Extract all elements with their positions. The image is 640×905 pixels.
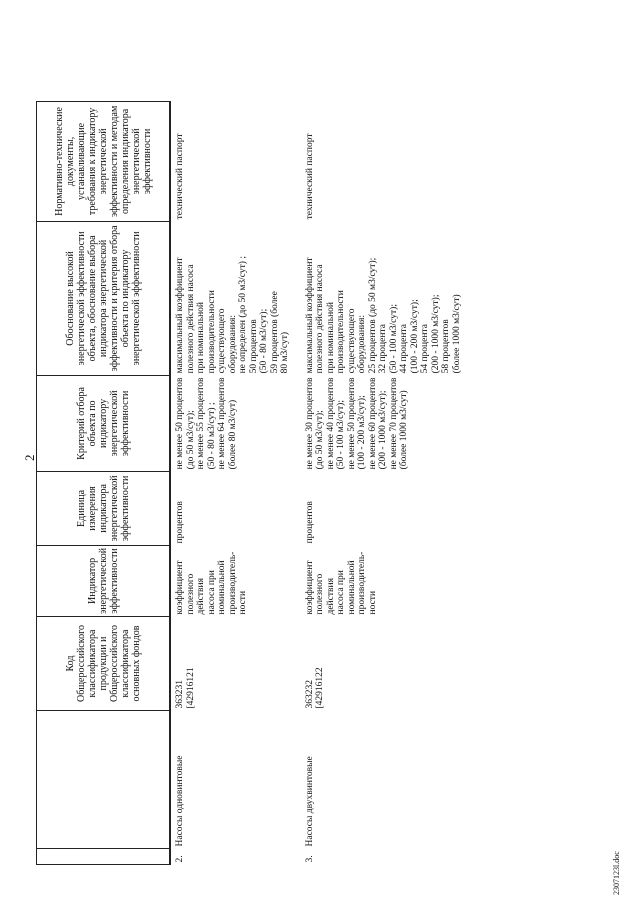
table-row [170,101,301,864]
header-criterion: Критерий отбора объекта по индикатору энергетической эффективности [37,375,171,471]
efficiency-indicator-line: ности [238,590,248,615]
efficiency-basis-line: 25 процентов (до 50 м3/сут); [367,257,378,374]
selection-criterion [170,375,301,471]
efficiency-basis-line: максимальный коэффициент [304,257,315,374]
classifier-code-line: 363231 [175,680,185,709]
efficiency-basis-line: 54 процента [420,324,430,374]
efficiency-basis-line: (50 - 100 м3/сут); [388,304,399,374]
efficiency-basis-line: (50 - 80 м3/сут); [259,308,269,374]
classifier-code [170,617,301,711]
efficiency-indicator-line: номинальной [217,560,227,615]
header-name [37,711,171,849]
efficiency-basis-line: производительности [206,290,217,374]
efficiency-basis-line: при номинальной [196,302,206,374]
selection-criterion-line: (100 - 200 м3/сут); [357,395,367,470]
product-name: Насосы одновинтовые [175,755,185,847]
selection-criterion-line: (более 1000 м3/сут) [399,390,409,470]
selection-criterion-line: (50 - 100 м3/сут); [336,400,346,470]
table-row [301,101,473,864]
efficiency-indicator-line: полезного [185,573,196,615]
classifier-code-line: [42916122 [315,667,325,709]
efficiency-basis-line: существующего [346,308,357,374]
row-number: 3. [304,855,315,863]
efficiency-basis-line: при номинальной [325,302,336,374]
row-number: 2. [175,855,185,863]
efficiency-basis-line: не определен (до 50 м3/сут) ; [238,256,248,374]
classifier-code-line: 363232 [304,680,315,709]
efficiency-indicator-line: коэффициент [175,560,185,615]
efficiency-indicator-line: действия [196,578,206,615]
efficiency-basis-line: 32 процента [378,324,388,374]
selection-criterion-line: (более 80 м3/сут) [227,399,238,470]
efficiency-basis-line: максимальный коэффициент [175,257,185,374]
efficiency-indicator [301,545,473,616]
efficiency-basis-line: 80 м3/сут) [280,331,290,374]
efficiency-basis-line: полезного действия насоса [185,264,196,374]
normative-docs: технический паспорт [304,133,315,220]
efficiency-basis-line: (200 - 1000 м3/сут); [430,294,441,374]
header-unit: Единица измерения индикатора энергетической эффективности [37,471,171,545]
selection-criterion-line: не менее 70 процентов [388,377,399,470]
selection-criterion-line: не менее 50 процентов [346,377,357,470]
efficiency-basis-line: производительности [336,290,346,374]
efficiency-basis [170,221,301,375]
selection-criterion-line: не менее 60 процентов [367,377,378,470]
classifier-code [301,617,473,711]
efficiency-indicator-line: ности [367,590,378,615]
efficiency-basis-line: 59 процентов (более [269,291,280,374]
efficiency-indicator-line: производитель- [357,551,367,615]
selection-criterion-line: (50 - 80 м3/сут) ; [206,402,217,470]
measurement-unit: процентов [175,501,185,544]
efficiency-indicator-line: коэффициент [304,560,315,615]
efficiency-basis [301,221,473,375]
selection-criterion-line: не менее 30 процентов [304,377,315,470]
efficiency-indicator-line: действия [325,578,336,615]
selection-criterion-line: не менее 64 процентов [217,377,227,470]
selection-criterion-line: (до 50 м3/сут); [315,410,325,470]
header-num [37,849,171,865]
efficiency-basis-line: существующего [217,308,227,374]
selection-criterion [301,375,473,471]
selection-criterion-line: (до 50 м3/сут); [185,410,196,470]
footer-filename: 2307123l.doc [612,851,621,895]
selection-criterion-line: (200 - 1000 м3/сут); [378,390,388,470]
efficiency-indicator-line: номинальной [346,560,357,615]
efficiency-basis-line: 50 процентов [248,319,259,374]
header-code: Код Общероссийского классификатора продукции и Общероссийского классификатора основных фондов [37,617,171,711]
efficiency-indicator-line: насоса при [206,570,217,615]
efficiency-basis-line: 58 процентов [441,319,451,374]
efficiency-basis-line: (более 1000 м3/сут) [451,294,462,374]
energy-efficiency-table [36,101,472,865]
header-indicator: Индикатор энергетической эффективности [37,545,171,616]
efficiency-basis-line: оборудования: [227,314,238,374]
efficiency-basis-line: 44 процента [399,324,409,374]
table-header-row [37,101,171,864]
efficiency-indicator-line: насоса при [336,570,346,615]
efficiency-basis-line: (100 - 200 м3/сут); [409,299,420,374]
selection-criterion-line: не менее 40 процентов [325,377,336,470]
classifier-code-line: [42916121 [185,667,196,709]
selection-criterion-line: не менее 50 процентов [175,377,185,470]
efficiency-basis-line: оборудования: [357,314,367,374]
normative-docs: технический паспорт [175,133,185,220]
header-basis: Обоснование высокой энергетической эффективности объекта, обоснование выбора индикатора энергетической эффективности и критерия отбора объекта по индикатору энергетической эффективности [37,221,171,375]
header-docs: Нормативно-технические документы, устанавливающие требования к индикатору энергетической эффективности и методам определения индикатора энергетической эффективности [37,101,171,221]
table-wrapper [36,101,472,865]
efficiency-indicator-line: производитель- [227,551,238,615]
product-name: Насосы двухвинтовые [304,756,315,847]
efficiency-basis-line: полезного действия насоса [315,264,325,374]
measurement-unit: процентов [304,501,315,544]
page-number: 2 [22,454,37,461]
efficiency-indicator [170,545,301,616]
selection-criterion-line: не менее 55 процентов [196,377,206,470]
efficiency-indicator-line: полезного [315,573,325,615]
